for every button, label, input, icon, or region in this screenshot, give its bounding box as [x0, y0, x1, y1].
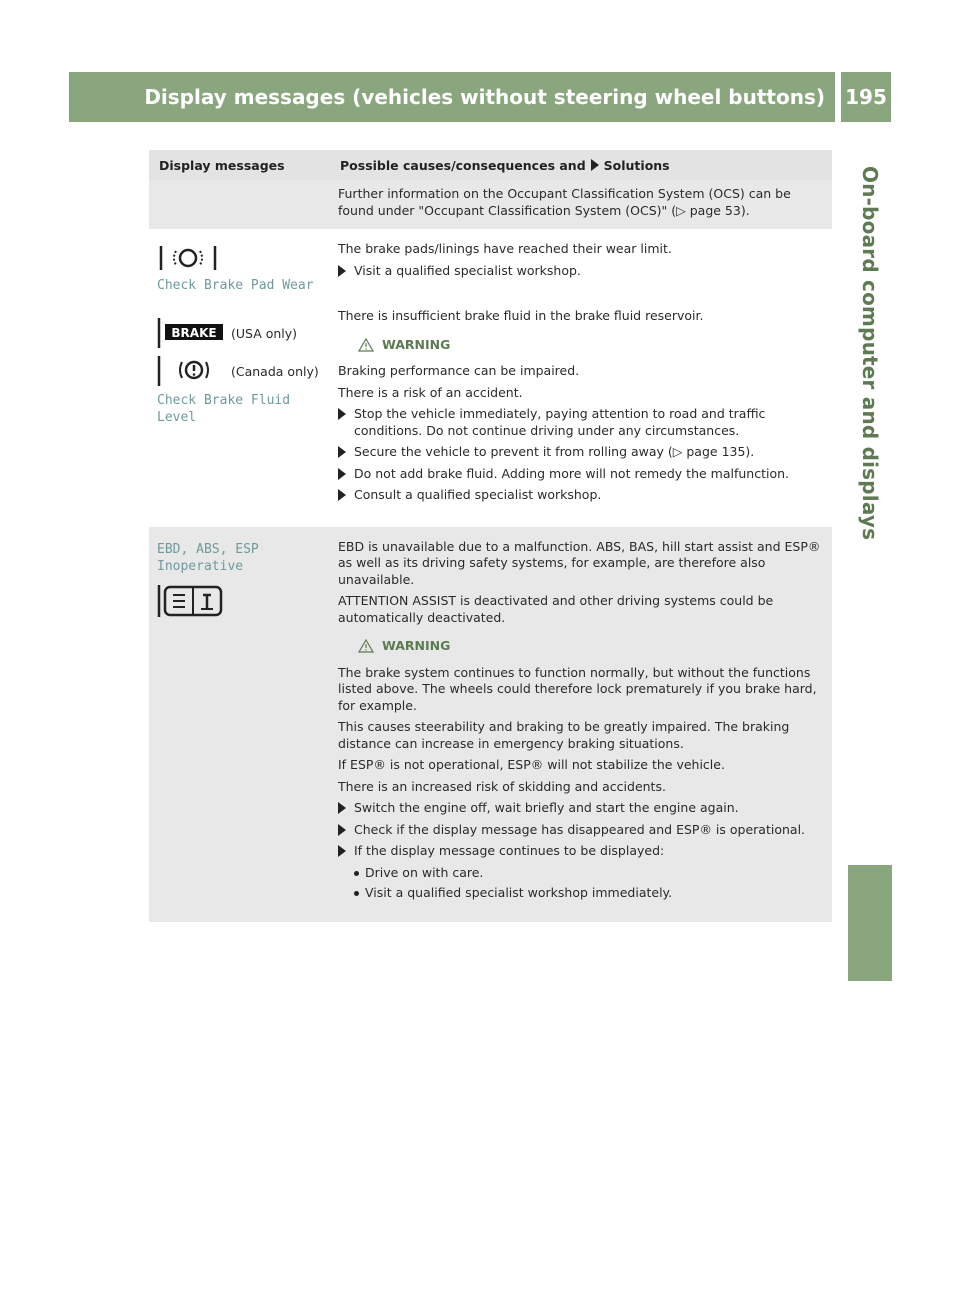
step-text: Consult a qualified specialist workshop. — [354, 487, 602, 502]
step-arrow-icon — [338, 265, 346, 277]
bullet-text: Visit a qualified specialist workshop immediately. — [365, 885, 673, 900]
message-ebd-abs-esp-inoperative: EBD, ABS, ESP Inoperative — [157, 541, 259, 574]
warning-text: There is a risk of an accident. — [338, 384, 523, 400]
row-text-cell — [328, 533, 832, 922]
step-text: Stop the vehicle immediately, paying attention to road and traffic conditions. Do not continue driving under any circumstances. — [354, 406, 766, 438]
column-header-causes-text: Possible causes/consequences and — [340, 157, 586, 173]
step-item — [338, 487, 826, 504]
warning-text: If ESP® is not operational, ESP® will not stabilize the vehicle. — [338, 757, 725, 772]
warning-triangle-icon — [358, 338, 374, 352]
table-row — [149, 229, 832, 527]
warning-text: There is an increased risk of skidding and accidents. — [338, 778, 666, 794]
step-item — [338, 444, 826, 461]
step-item — [338, 406, 826, 439]
step-arrow-icon — [338, 824, 346, 836]
row-text-cell — [328, 235, 832, 527]
step-text: If the display message continues to be displayed: — [354, 843, 665, 858]
step-arrow-icon — [338, 468, 346, 480]
brake-warning-canada-line — [157, 354, 322, 388]
brake-pads-text: The brake pads/linings have reached their wear limit. — [338, 241, 672, 256]
step-item — [338, 263, 826, 280]
bullet-item — [354, 865, 826, 882]
warning-header — [358, 337, 826, 354]
table-row — [149, 180, 832, 229]
warning-text: Braking performance can be impaired. — [338, 363, 580, 378]
message-check-brake-fluid-level: Check Brake Fluid Level — [157, 393, 291, 425]
bullet-dot-icon — [354, 871, 359, 876]
step-arrow-icon — [338, 802, 346, 814]
row-message-cell — [149, 180, 328, 229]
warning-label: WARNING — [382, 336, 451, 352]
step-item — [338, 822, 826, 839]
step-text: Visit a qualified specialist workshop. — [354, 262, 581, 278]
display-messages-table — [149, 150, 832, 922]
step-arrow-icon — [338, 408, 346, 420]
page-title: Display messages (vehicles without steering wheel buttons) — [69, 72, 835, 122]
brake-icon-text: BRAKE — [171, 326, 217, 340]
step-item — [338, 466, 826, 483]
brake-warning-line — [157, 316, 322, 350]
step-text: Do not add brake fluid. Adding more will not remedy the malfunction. — [354, 465, 790, 481]
brake-warning-icon — [157, 316, 227, 350]
column-header-display-messages: Display messages — [159, 157, 285, 173]
step-item — [338, 843, 826, 860]
warning-triangle-icon — [358, 639, 374, 653]
step-item — [338, 800, 826, 817]
bullet-item — [354, 885, 826, 902]
column-header-causes — [328, 150, 832, 180]
bullet-dot-icon — [354, 891, 359, 896]
brake-pad-wear-icon — [157, 243, 219, 273]
warning-label: WARNING — [382, 638, 451, 653]
table-header — [149, 150, 832, 180]
message-check-brake-pad-wear: Check Brake Pad Wear — [157, 278, 314, 293]
usa-only-note: (USA only) — [231, 325, 298, 341]
ocs-reference-text: Further information on the Occupant Classification System (OCS) can be found under "Occupant Classification System (OCS)" (▷ page 53). — [338, 186, 791, 218]
page-number: 195 — [841, 72, 891, 122]
row-message-cell — [149, 533, 328, 922]
row-text-cell — [328, 180, 832, 229]
step-text: Switch the engine off, wait briefly and start the engine again. — [354, 800, 739, 815]
side-tab-marker — [848, 865, 892, 981]
attention-assist-text: ATTENTION ASSIST is deactivated and other driving systems could be automatically deactivated. — [338, 593, 774, 625]
ebd-text: EBD is unavailable due to a malfunction. ABS, BAS, hill start assist and ESP® as well as its driving safety systems, for example, are therefore also unavailable. — [338, 538, 821, 587]
brake-warning-canada-icon — [157, 354, 227, 388]
electronic-system-fault-icon — [157, 583, 227, 619]
warning-header — [358, 638, 826, 655]
row-message-cell — [149, 235, 328, 527]
canada-only-note: (Canada only) — [231, 363, 319, 379]
step-arrow-icon — [338, 446, 346, 458]
step-text: Check if the display message has disappeared and ESP® is operational. — [354, 821, 806, 837]
page-header — [69, 72, 891, 122]
warning-text: This causes steerability and braking to be greatly impaired. The braking distance can increase in emergency braking situations. — [338, 719, 790, 751]
warning-text: The brake system continues to function normally, but without the functions listed above. The wheels could therefore lock prematurely if you brake hard, for example. — [338, 664, 817, 713]
bullet-text: Drive on with care. — [365, 864, 484, 880]
step-arrow-icon — [338, 845, 346, 857]
step-arrow-icon — [591, 159, 599, 171]
side-tab-label: On-board computer and displays — [858, 166, 882, 541]
side-tab — [848, 166, 892, 726]
table-row — [149, 527, 832, 922]
step-arrow-icon — [338, 489, 346, 501]
brake-fluid-text: There is insufficient brake fluid in the brake fluid reservoir. — [338, 308, 704, 323]
step-text: Secure the vehicle to prevent it from rolling away (▷ page 135). — [354, 444, 755, 459]
column-header-solutions-text: Solutions — [603, 157, 670, 173]
